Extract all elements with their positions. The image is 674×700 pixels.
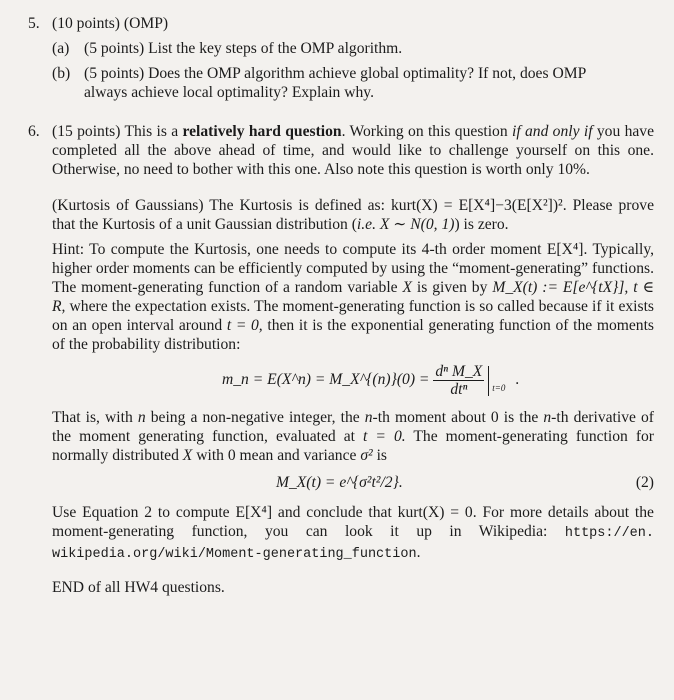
variable-n-2: n — [364, 409, 373, 426]
wikipedia-url-part2[interactable]: wikipedia.org/wiki/Moment-generating_function — [52, 547, 417, 562]
use-text: Use Equation 2 to compute — [52, 504, 236, 521]
equation-2-formula: M_X(t) = e^{σ²t²/2}. — [276, 474, 403, 491]
problem-6-number: 6. — [28, 123, 40, 140]
problem-5b-line1: (5 points) Does the OMP algorithm achieve global optimality? If not, does OMP — [84, 65, 587, 82]
intro-text-2: . Working on this question — [341, 123, 512, 140]
that-text-4: -th derivative of the moment generating function, evaluated at — [52, 409, 654, 445]
fourth-moment-formula-2: E[X⁴] — [235, 504, 273, 521]
t-zero: t = 0, — [226, 317, 263, 334]
kurtosis-definition — [52, 196, 654, 234]
mgf-definition: M_X(t) := E[e^{tX}], t ∈ R, — [52, 279, 654, 315]
problem-6 — [28, 122, 654, 597]
variable-x: X — [402, 279, 413, 296]
intro-bold-text: relatively hard question — [182, 123, 342, 140]
fraction-numerator: dⁿ M_X — [435, 363, 483, 380]
url-period: . — [416, 544, 421, 561]
that-text-5: The moment-generating function for normally distributed — [52, 428, 655, 464]
variable-x-2: X — [182, 447, 193, 464]
intro-italic-text: if and only if — [511, 123, 593, 140]
kurtosis-formula: kurt(X) = E[X⁴]−3(E[X²])². — [390, 197, 567, 214]
equation-2-tag: (2) — [635, 474, 654, 491]
intro-text: (15 points) This is a — [52, 123, 183, 140]
problem-5a-text: (5 points) List the key steps of the OMP algorithm. — [84, 40, 403, 57]
problem-5-header: (10 points) (OMP) — [52, 15, 169, 32]
ie-text: i.e. — [356, 216, 376, 233]
that-text-2: being a non-negative integer, the — [145, 409, 365, 426]
equation-1 — [52, 360, 654, 402]
hint-text-2: Typically, higher order moments can be efficiently computed by using the “moment-generating” functions. The moment-generating function of a random variable — [52, 241, 655, 296]
equation-2 — [52, 469, 654, 495]
wikipedia-url-part1[interactable]: https://en. — [564, 526, 654, 541]
hint-text: Hint: To compute the Kurtosis, one needs to compute its 4-th order moment — [52, 241, 547, 258]
that-is-paragraph — [52, 408, 654, 465]
that-text: That is, with — [52, 409, 138, 426]
problem-6-intro — [52, 122, 654, 179]
kurtosis-text-3: ) is zero. — [454, 216, 509, 233]
problem-5a-label: (a) — [52, 40, 70, 57]
evaluation-bar — [488, 366, 506, 396]
variable-n-3: n — [543, 409, 552, 426]
problem-5b-line2: always achieve local optimality? Explain why. — [84, 84, 374, 101]
that-text-6: with 0 mean and variance — [192, 447, 361, 464]
kurtosis-zero: kurt(X) = 0. — [397, 504, 477, 521]
equation-1-lhs: m_n = E(X^n) = M_X^{(n)}(0) = — [222, 371, 430, 389]
variance-sigma: σ² — [360, 447, 373, 464]
hint-text-3: is given by — [412, 279, 493, 296]
kurtosis-text-2: Please prove that the Kurtosis of a unit Gaussian distribution ( — [52, 197, 654, 233]
use-text-2: and conclude that — [272, 504, 398, 521]
fraction-denominator: dtⁿ — [450, 381, 468, 398]
problem-5 — [28, 14, 654, 106]
that-text-7: is — [372, 447, 388, 464]
use-text-3: For more details about the moment-generating function, you can look it up in Wikipedia: — [52, 504, 654, 540]
hint-text-5: then it is the exponential generating function of the moments of the probability distribution: — [52, 317, 654, 353]
use-equation-paragraph — [52, 503, 654, 564]
kurtosis-text: (Kurtosis of Gaussians) The Kurtosis is defined as: — [52, 197, 391, 214]
problem-5a — [52, 39, 654, 58]
problem-5b-label: (b) — [52, 65, 71, 82]
derivative-fraction — [433, 363, 484, 398]
variable-n: n — [137, 409, 146, 426]
end-marker: END of all HW4 questions. — [52, 579, 225, 596]
problem-5-number: 5. — [28, 15, 40, 32]
distribution-formula: X ∼ N(0, 1) — [375, 216, 455, 233]
evaluation-point: t=0 — [492, 382, 506, 393]
t-zero-2: t = 0. — [363, 428, 406, 445]
intro-text-3: you have completed all the above ahead of time, and would like to challenge yourself on this one. Otherwise, no need to bother with this one. Also note this question is worth only 10%. — [52, 123, 655, 178]
hint-paragraph — [52, 240, 654, 354]
fourth-moment-formula: E[X⁴]. — [546, 241, 588, 258]
that-text-3: -th moment about 0 is the — [372, 409, 544, 426]
problem-5b — [52, 64, 654, 102]
hint-text-4: where the expectation exists. The moment-generating function is so called because if it exists on an open interval around — [52, 298, 654, 334]
equation-1-period: . — [515, 371, 520, 389]
